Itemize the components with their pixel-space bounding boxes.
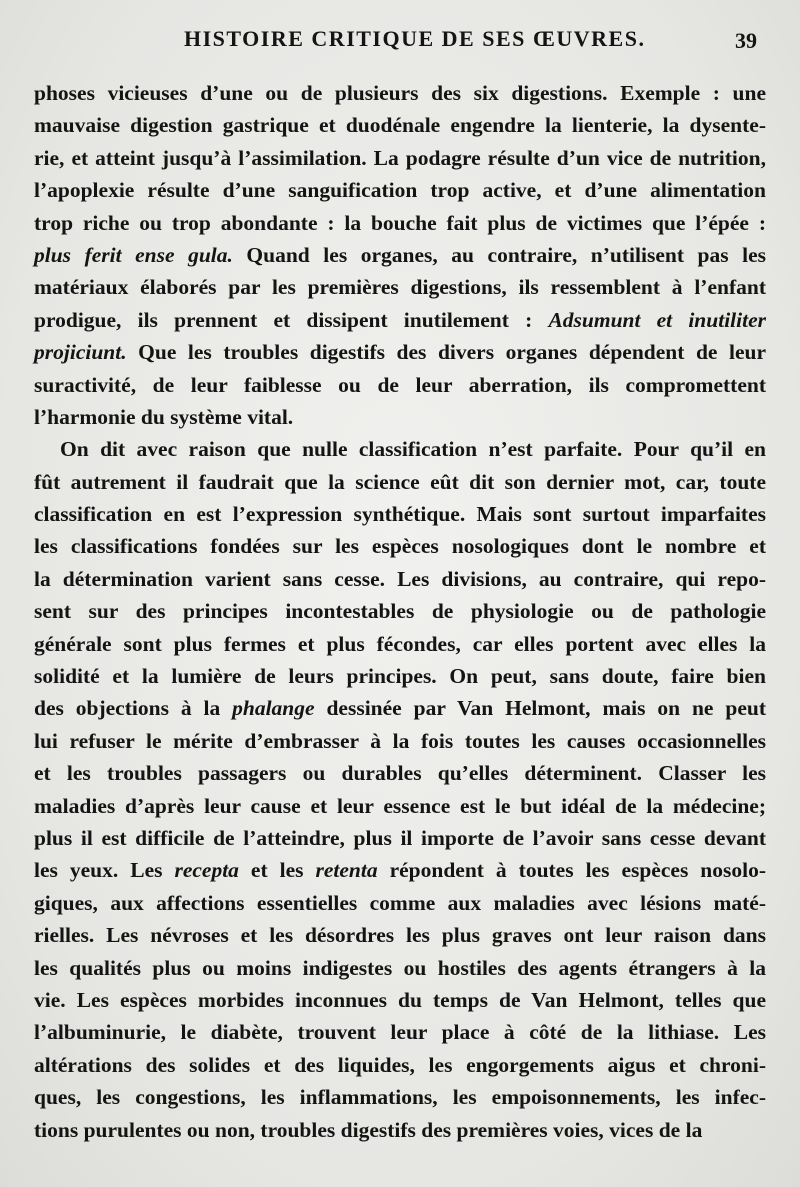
italic-text: plus ferit ense gula. (34, 242, 233, 267)
text-line (34, 660, 766, 692)
page-header (0, 26, 800, 56)
text-line (34, 401, 766, 433)
paragraph (34, 433, 766, 1146)
page-number: 39 (735, 28, 757, 53)
italic-text: retenta (315, 858, 378, 883)
text-line (34, 984, 766, 1016)
text-line (34, 822, 766, 854)
text-line (34, 271, 766, 303)
text-run: sent sur des principes incontestables de physiologie ou de pathologie (34, 599, 766, 624)
text-run: mauvaise digestion gastrique et duodénale engendre la lienterie, la dysente- (34, 113, 766, 138)
text-run: phoses vicieuses d’une ou de plusieurs des six digestions. Exemple : une (34, 81, 766, 105)
text-run: suractivité, de leur faiblesse ou de leur aberration, ils compromettent (34, 372, 766, 397)
text-run: tions purulentes ou non, troubles digestifs des premières voies, vices de la (34, 1117, 703, 1142)
text-run: On dit avec raison que nulle classification n’est parfaite. Pour qu’il en (60, 437, 766, 462)
text-line (34, 174, 766, 206)
text-line (34, 692, 766, 724)
body-text (34, 77, 766, 1146)
text-run: rielles. Les névroses et les désordres les plus graves ont leur raison dans (34, 923, 766, 948)
text-run: maladies d’après leur cause et leur essence est le but idéal de la médecine; (34, 793, 766, 818)
italic-text: recepta (174, 858, 239, 883)
text-line (34, 239, 766, 271)
text-line (34, 369, 766, 401)
text-line (34, 109, 766, 141)
text-run: et les troubles passagers ou durables qu’elles déterminent. Classer les (34, 761, 766, 786)
text-run: dessinée par Van Helmont, mais on ne peut (314, 696, 767, 721)
text-run: vie. Les espèces morbides inconnues du temps de Van Helmont, telles que (34, 987, 766, 1012)
text-run: trop riche ou trop abondante : la bouche fait plus de victimes que l’épée : (34, 210, 766, 235)
text-line (34, 530, 766, 562)
text-run: les yeux. Les (34, 858, 175, 883)
text-line (34, 790, 766, 822)
paragraph (34, 77, 766, 433)
text-line (34, 628, 766, 660)
text-line (34, 1049, 766, 1081)
text-run: fût autrement il faudrait que la science eût dit son dernier mot, car, toute (34, 469, 766, 494)
text-run: l’apoplexie résulte d’une sanguification trop active, et d’une alimentation (34, 178, 766, 203)
text-run: solidité et la lumière de leurs principes. On peut, sans doute, faire bien (34, 664, 766, 689)
text-line (34, 336, 766, 368)
text-line (34, 563, 766, 595)
text-run: l’albuminurie, le diabète, trouvent leur place à côté de la lithiase. Les (34, 1020, 766, 1045)
text-line (34, 887, 766, 919)
text-run: Que les troubles digestifs des divers organes dépendent de leur (126, 340, 766, 365)
text-line (34, 725, 766, 757)
text-run: ques, les congestions, les inflammations, les empoisonnements, les infec- (34, 1085, 766, 1110)
text-run: la détermination varient sans cesse. Les divisions, au contraire, qui repo- (34, 566, 766, 591)
text-line (34, 757, 766, 789)
text-line (34, 498, 766, 530)
text-run: lui refuser le mérite d’embrasser à la fois toutes les causes occasionnelles (34, 728, 766, 753)
text-line (34, 207, 766, 239)
text-line (34, 77, 766, 109)
text-run: rie, et atteint jusqu’à l’assimilation. La podagre résulte d’un vice de nutrition, (34, 145, 766, 170)
text-line (34, 919, 766, 951)
text-run: classification en est l’expression synthétique. Mais sont surtout imparfaites (34, 502, 766, 527)
text-run: altérations des solides et des liquides, les engorgements aigus et chroni- (34, 1052, 766, 1077)
italic-text: projiciunt. (34, 340, 127, 365)
italic-text: Adsumunt et inutiliter (548, 307, 766, 332)
text-line (34, 433, 766, 465)
text-line (34, 1081, 766, 1113)
text-run: répondent à toutes les espèces nosolo- (377, 858, 766, 883)
text-run: matériaux élaborés par les premières digestions, ils ressemblent à l’enfant (34, 275, 766, 300)
text-line (34, 466, 766, 498)
text-run: prodigue, ils prennent et dissipent inutilement : (34, 307, 549, 332)
text-run: les qualités plus ou moins indigestes ou hostiles des agents étrangers à la (34, 955, 766, 980)
text-run: les classifications fondées sur les espèces nosologiques dont le nombre et (34, 534, 766, 559)
running-title: HISTOIRE CRITIQUE DE SES ŒUVRES. (184, 26, 646, 51)
text-line (34, 142, 766, 174)
text-line (34, 952, 766, 984)
text-run: giques, aux affections essentielles comme aux maladies avec lésions maté- (34, 890, 766, 915)
italic-text: phalange (232, 696, 315, 721)
text-run: l’harmonie du système vital. (34, 404, 294, 429)
text-line (34, 595, 766, 627)
text-run: et les (238, 858, 316, 883)
text-run: des objections à la (34, 696, 233, 721)
text-line (34, 1114, 766, 1146)
text-line (34, 304, 766, 336)
text-run: plus il est difficile de l’atteindre, plus il importe de l’avoir sans cesse devant (34, 825, 766, 850)
text-line (34, 854, 766, 886)
text-run: générale sont plus fermes et plus fécondes, car elles portent avec elles la (34, 631, 766, 656)
text-run: Quand les organes, au contraire, n’utilisent pas les (232, 242, 767, 267)
text-line (34, 1016, 766, 1048)
